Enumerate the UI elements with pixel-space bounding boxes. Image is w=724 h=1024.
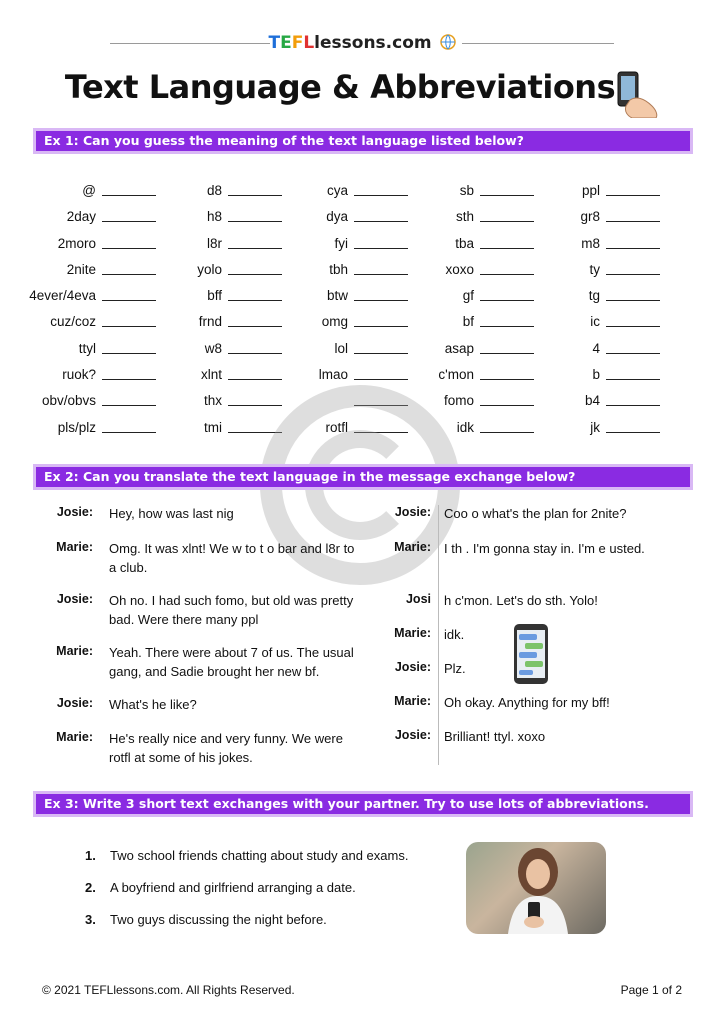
- abbreviation: ppl: [581, 183, 600, 198]
- answer-blank[interactable]: [480, 221, 534, 222]
- answer-blank[interactable]: [480, 353, 534, 354]
- brand-logo: TEFLlessons.com: [0, 33, 724, 53]
- ex1-item: [166, 393, 292, 413]
- message-text: He's really nice and very funny. We were rotfl at some of his jokes.: [109, 731, 343, 765]
- answer-blank[interactable]: [228, 274, 282, 275]
- item-number: 2.: [85, 880, 96, 895]
- answer-blank[interactable]: [228, 300, 282, 301]
- abbreviation: yolo: [197, 261, 222, 277]
- abbreviation: d8: [206, 183, 222, 198]
- abbreviation: m8: [581, 235, 600, 251]
- speaker-name: Marie:: [56, 644, 93, 658]
- answer-blank[interactable]: [480, 326, 534, 327]
- ex1-item: [292, 367, 418, 387]
- message-text: Brilliant! ttyl. xoxo: [444, 729, 546, 744]
- speaker-name: Josie:: [56, 505, 93, 519]
- answer-blank[interactable]: [354, 300, 408, 301]
- abbreviation: btw: [326, 288, 348, 304]
- answer-blank[interactable]: [480, 195, 534, 196]
- abbreviation: 2nite: [66, 261, 96, 277]
- message-text: I th . I'm gonna stay in. I'm e usted.: [444, 541, 645, 556]
- ex1-item: [40, 262, 166, 282]
- abbreviation: bff: [207, 288, 222, 304]
- abbreviation: tba: [455, 235, 474, 251]
- abbreviation: gf: [462, 288, 474, 304]
- ex2-heading: Ex 2: Can you translate the text language in the message exchange below?: [36, 467, 690, 487]
- answer-blank[interactable]: [102, 195, 156, 196]
- answer-blank[interactable]: [606, 379, 660, 380]
- message-text: Coo o what's the plan for 2nite?: [444, 506, 627, 521]
- ex1-item: [40, 393, 166, 413]
- abbreviation: idk: [456, 419, 474, 435]
- answer-blank[interactable]: [606, 326, 660, 327]
- answer-blank[interactable]: [480, 274, 534, 275]
- ex1-row: [40, 314, 670, 340]
- item-number: 1.: [85, 848, 96, 863]
- ex1-row: [40, 341, 670, 367]
- ex1-item: [166, 288, 292, 308]
- girl-texting-photo: [466, 842, 606, 934]
- ex1-item: [544, 209, 670, 229]
- answer-blank[interactable]: [228, 353, 282, 354]
- answer-blank[interactable]: [354, 221, 408, 222]
- message-text: Oh no. I had such fomo, but old was pretty bad. Were there many ppl: [109, 593, 354, 627]
- abbreviation: ttyl: [78, 340, 96, 356]
- abbreviation: tg: [588, 288, 600, 304]
- speaker-name: Josie:: [394, 660, 431, 674]
- abbreviation: 2day: [66, 209, 96, 225]
- answer-blank[interactable]: [102, 274, 156, 275]
- abbreviation: 4: [592, 340, 600, 356]
- ex1-item: [418, 236, 544, 256]
- abbreviation: asap: [444, 340, 474, 356]
- abbreviation: thx: [203, 393, 222, 409]
- answer-blank[interactable]: [606, 300, 660, 301]
- speaker-name: Marie:: [394, 694, 431, 708]
- abbreviation: jk: [590, 419, 600, 435]
- answer-blank[interactable]: [606, 248, 660, 249]
- ex1-item: [418, 288, 544, 308]
- answer-blank[interactable]: [228, 405, 282, 406]
- speaker-name: Marie:: [394, 626, 431, 640]
- ex1-item: [544, 236, 670, 256]
- answer-blank[interactable]: [102, 248, 156, 249]
- abbreviation: w8: [204, 340, 222, 356]
- answer-blank[interactable]: [354, 274, 408, 275]
- ex1-item: [418, 393, 544, 413]
- abbreviation: lol: [334, 340, 348, 356]
- message-text: Yeah. There were about 7 of us. The usual gang, and Sadie brought her new bf.: [109, 645, 354, 679]
- ex1-item: [418, 367, 544, 387]
- answer-blank[interactable]: [102, 300, 156, 301]
- speaker-name: Josi: [405, 592, 431, 606]
- ex1-item: [544, 262, 670, 282]
- message-text: h c'mon. Let's do sth. Yolo!: [444, 593, 598, 608]
- abbreviation: xlnt: [200, 367, 222, 383]
- answer-blank[interactable]: [102, 353, 156, 354]
- ex1-row: [40, 236, 670, 262]
- abbreviation: lmao: [318, 367, 348, 383]
- ex1-item: [544, 393, 670, 413]
- ex1-item: [292, 262, 418, 282]
- ex1-item: [40, 367, 166, 387]
- ex1-item: [418, 183, 544, 203]
- abbreviation: sb: [459, 183, 474, 198]
- abbreviation: c'mon: [438, 367, 474, 383]
- ex1-item: [544, 341, 670, 361]
- ex1-item: [40, 341, 166, 361]
- abbreviation: obv/obvs: [41, 393, 96, 409]
- answer-blank[interactable]: [354, 195, 408, 196]
- abbreviation: b: [592, 367, 600, 383]
- abbreviation: cuz/coz: [50, 314, 96, 330]
- abbreviation: frnd: [198, 314, 222, 330]
- ex1-item: [166, 236, 292, 256]
- ex1-item: [166, 262, 292, 282]
- abbreviation: fyi: [334, 235, 348, 251]
- speaker-name: Josie:: [56, 696, 93, 710]
- ex1-item: [544, 367, 670, 387]
- copyright-footer: © 2021 TEFLlessons.com. All Rights Reserved.: [42, 983, 295, 997]
- abbreviation: ruok?: [62, 367, 96, 383]
- smartphone-chat-icon: [500, 622, 558, 688]
- answer-blank[interactable]: [480, 379, 534, 380]
- ex1-item: [292, 209, 418, 229]
- ex1-item: [166, 341, 292, 361]
- answer-blank[interactable]: [354, 379, 408, 380]
- answer-blank[interactable]: [606, 195, 660, 196]
- answer-blank[interactable]: [606, 274, 660, 275]
- speaker-name: Marie:: [56, 730, 93, 744]
- ex1-item: [40, 209, 166, 229]
- abbreviation: dya: [326, 209, 348, 225]
- abbreviation: tbh: [329, 261, 348, 277]
- abbreviation: b4: [584, 393, 600, 409]
- abbreviation: ty: [589, 261, 600, 277]
- answer-blank[interactable]: [228, 221, 282, 222]
- ex1-item: [292, 341, 418, 361]
- ex1-item: [40, 314, 166, 334]
- ex1-item: [29, 288, 166, 308]
- abbreviation: sth: [455, 209, 474, 225]
- ex1-item: [166, 209, 292, 229]
- abbreviation: fomo: [443, 393, 474, 409]
- ex1-row: [40, 183, 670, 209]
- item-number: 3.: [85, 912, 96, 927]
- ex3-heading: Ex 3: Write 3 short text exchanges with your partner. Try to use lots of abbreviations.: [36, 794, 690, 814]
- abbreviation: tmi: [204, 419, 222, 435]
- column-divider: [438, 505, 439, 765]
- message-text: Hey, how was last nig: [109, 506, 234, 521]
- ex1-item: [418, 209, 544, 229]
- page-number: Page 1 of 2: [620, 983, 682, 997]
- answer-blank[interactable]: [480, 432, 534, 433]
- answer-blank[interactable]: [606, 405, 660, 406]
- page-title: Text Language & Abbreviations: [64, 68, 616, 106]
- message-text: Omg. It was xlnt! We w to t o bar and l8r to a club.: [109, 541, 355, 575]
- speaker-name: Marie:: [394, 540, 431, 554]
- hand-phone-icon: [610, 70, 662, 118]
- abbreviation: @: [82, 183, 96, 198]
- answer-blank[interactable]: [606, 432, 660, 433]
- ex1-item: [40, 420, 166, 440]
- abbreviation: ic: [590, 314, 600, 330]
- answer-blank[interactable]: [228, 326, 282, 327]
- answer-blank[interactable]: [102, 326, 156, 327]
- item-text: Two school friends chatting about study and exams.: [110, 848, 409, 863]
- message-text: What's he like?: [109, 697, 197, 712]
- ex1-item: [166, 183, 292, 203]
- answer-blank[interactable]: [606, 221, 660, 222]
- answer-blank[interactable]: [102, 405, 156, 406]
- ex1-heading: Ex 1: Can you guess the meaning of the text language listed below?: [36, 131, 690, 151]
- ex1-item: [544, 314, 670, 334]
- answer-blank[interactable]: [480, 300, 534, 301]
- answer-blank[interactable]: [102, 221, 156, 222]
- ex1-item: [544, 288, 670, 308]
- abbreviation: bf: [462, 314, 474, 330]
- abbreviation: rotfl: [325, 419, 348, 435]
- abbreviation: cya: [326, 183, 348, 198]
- abbreviation: 2moro: [57, 235, 96, 251]
- ex1-item: [418, 341, 544, 361]
- answer-blank[interactable]: [228, 379, 282, 380]
- ex1-item: [166, 367, 292, 387]
- item-text: Two guys discussing the night before.: [110, 912, 327, 927]
- message-text: Oh okay. Anything for my bff!: [444, 695, 610, 710]
- ex1-item: [544, 420, 670, 440]
- globe-icon: [440, 34, 456, 50]
- answer-blank[interactable]: [606, 353, 660, 354]
- ex1-item: [166, 314, 292, 334]
- speaker-name: Marie:: [56, 540, 93, 554]
- abbreviation: 4ever/4eva: [29, 288, 96, 304]
- answer-blank[interactable]: [102, 379, 156, 380]
- ex1-item: [418, 262, 544, 282]
- answer-blank[interactable]: [354, 326, 408, 327]
- speaker-name: Josie:: [394, 505, 431, 519]
- ex1-item: [40, 183, 166, 203]
- ex1-item: [292, 288, 418, 308]
- abbreviation: l8r: [206, 235, 222, 251]
- abbreviation: pls/plz: [57, 419, 96, 435]
- abbreviation: gr8: [580, 209, 600, 225]
- speaker-name: Josie:: [56, 592, 93, 606]
- answer-blank[interactable]: [228, 195, 282, 196]
- abbreviation: omg: [321, 314, 348, 330]
- item-text: A boyfriend and girlfriend arranging a date.: [110, 880, 356, 895]
- ex1-item: [544, 183, 670, 203]
- ex1-row: [40, 209, 670, 235]
- message-text: Plz.: [444, 661, 466, 676]
- ex1-item: [292, 236, 418, 256]
- ex1-item: [292, 183, 418, 203]
- abbreviation: h8: [206, 209, 222, 225]
- ex1-item: [292, 314, 418, 334]
- speaker-name: Josie:: [394, 728, 431, 742]
- message-text: idk.: [444, 627, 465, 642]
- ex1-row: [29, 288, 670, 314]
- answer-blank[interactable]: [354, 248, 408, 249]
- ex1-row: [40, 262, 670, 288]
- answer-blank[interactable]: [480, 248, 534, 249]
- answer-blank[interactable]: [354, 353, 408, 354]
- answer-blank[interactable]: [102, 432, 156, 433]
- abbreviation: xoxo: [445, 261, 474, 277]
- ex1-item: [40, 236, 166, 256]
- answer-blank[interactable]: [228, 248, 282, 249]
- ex1-item: [418, 314, 544, 334]
- answer-blank[interactable]: [480, 405, 534, 406]
